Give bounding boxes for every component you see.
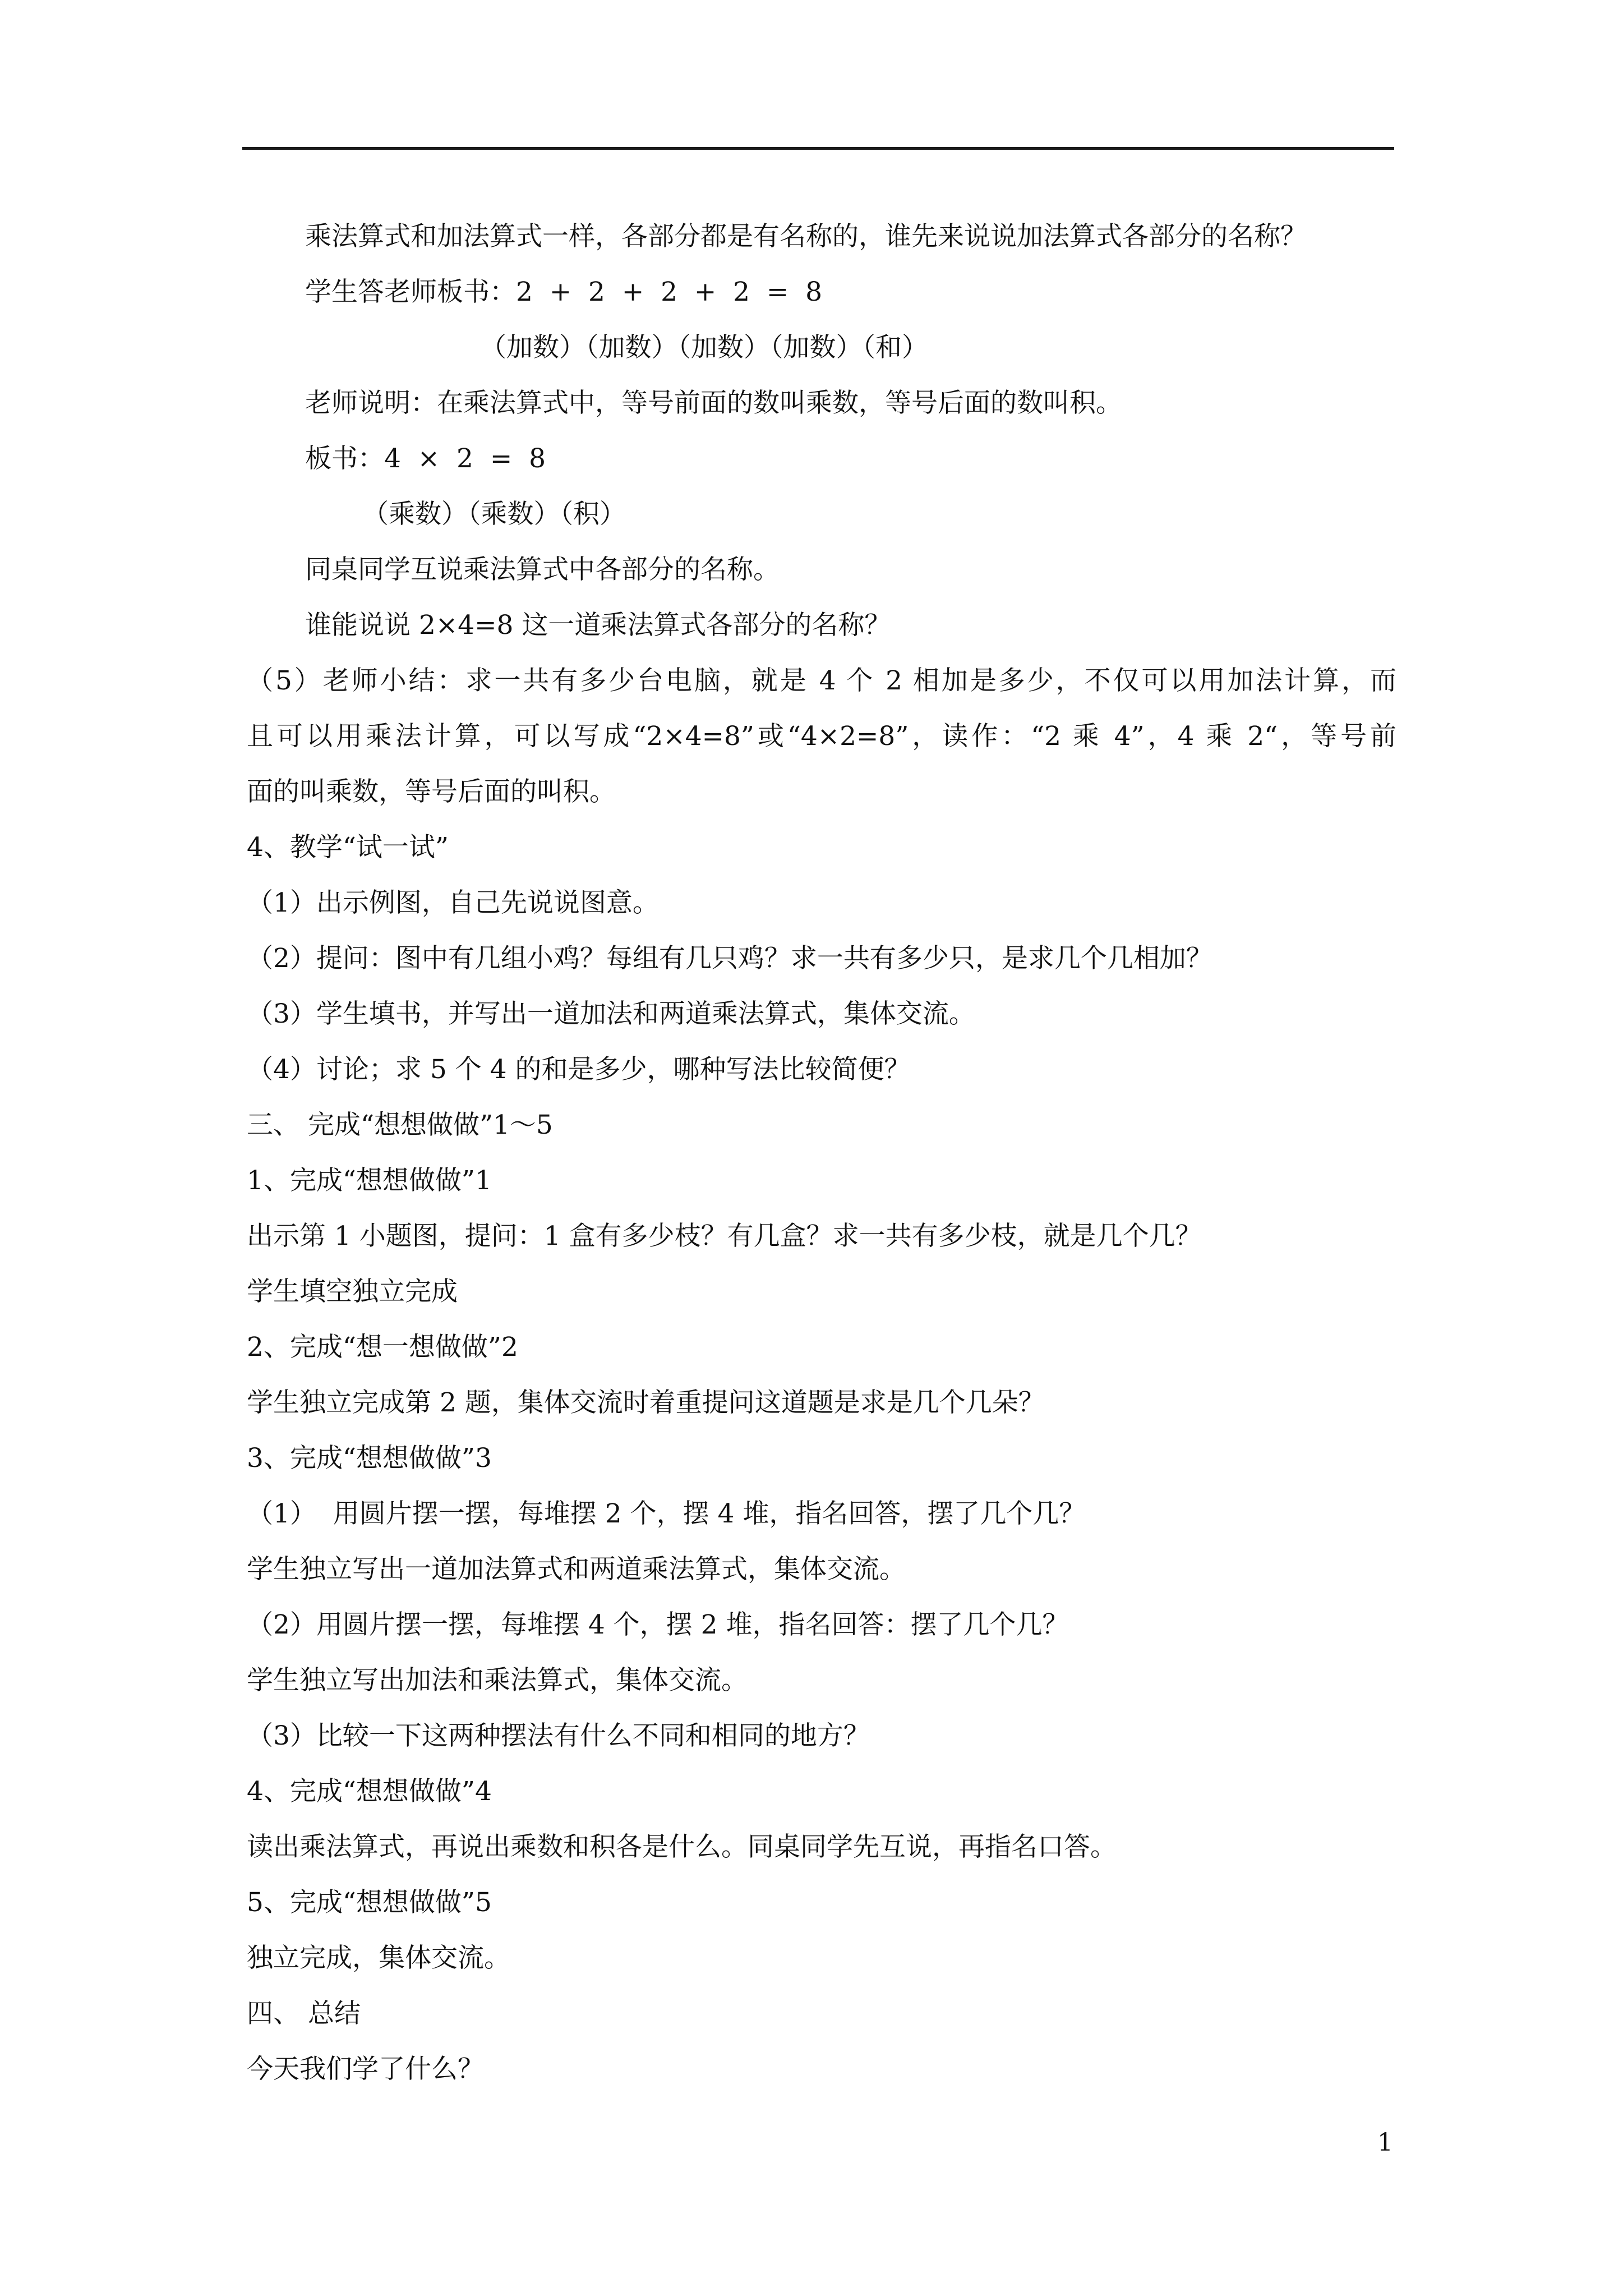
paragraph-line: 谁能说说 2×4=8 这一道乘法算式各部分的名称？ <box>305 610 891 641</box>
paragraph-line: （乘数）（乘数）（积） <box>362 499 626 530</box>
paragraph-line: 5、完成“想想做做”5 <box>247 1887 492 1918</box>
paragraph-line: 出示第 1 小题图，提问：1 盒有多少枝？有几盒？求一共有多少枝，就是几个几？ <box>247 1221 1202 1251</box>
paragraph-line: （1）出示例图，自己先说说图意。 <box>247 887 659 918</box>
paragraph-line: 板书：4 × 2 = 8 <box>305 443 546 474</box>
paragraph-line: 今天我们学了什么？ <box>247 2054 484 2085</box>
paragraph-line: （3）比较一下这两种摆法有什么不同和相同的地方？ <box>247 1720 870 1751</box>
paragraph-line: 读出乘法算式，再说出乘数和积各是什么。同桌同学先互说，再指名口答。 <box>247 1832 1117 1862</box>
paragraph-line: （加数）（加数）（加数）（加数）（和） <box>480 332 928 363</box>
paragraph-line: 乘法算式和加法算式一样，各部分都是有名称的，谁先来说说加法算式各部分的名称？ <box>305 221 1307 252</box>
paragraph-line: 2、完成“想一想做做”2 <box>247 1332 518 1363</box>
paragraph-line: 面的叫乘数，等号后面的叫积。 <box>247 776 616 807</box>
document-body <box>247 209 1396 2097</box>
paragraph-line: 四、 总结 <box>247 1998 361 2029</box>
paragraph-line: （5）老师小结：求一共有多少台电脑，就是 4 个 2 相加是多少，不仅可以用加法计算，而 <box>247 665 1396 696</box>
paragraph-line: 3、完成“想想做做”3 <box>247 1443 492 1474</box>
paragraph-line: 且可以用乘法计算，可以写成“2×4=8”或“4×2=8”，读作：“2 乘 4”，4 乘 2“，等号前 <box>247 721 1396 752</box>
paragraph-line: 学生独立写出加法和乘法算式，集体交流。 <box>247 1665 748 1696</box>
paragraph-line: 独立完成，集体交流。 <box>247 1943 510 1973</box>
paragraph-line: 同桌同学互说乘法算式中各部分的名称。 <box>305 554 780 585</box>
paragraph-line: （3）学生填书，并写出一道加法和两道乘法算式，集体交流。 <box>247 999 975 1029</box>
paragraph-line: 三、 完成“想想做做”1～5 <box>247 1110 553 1140</box>
paragraph-line: 学生填空独立完成 <box>247 1276 458 1307</box>
paragraph-line: （2）用圆片摆一摆，每堆摆 4 个，摆 2 堆，指名回答：摆了几个几？ <box>247 1609 1069 1640</box>
page-number: 1 <box>1377 2128 1393 2157</box>
paragraph-line: 老师说明：在乘法算式中，等号前面的数叫乘数，等号后面的数叫积。 <box>305 388 1122 418</box>
paragraph-line: 学生答老师板书：2 + 2 + 2 + 2 = 8 <box>305 277 823 307</box>
paragraph-line: （4）讨论；求 5 个 4 的和是多少，哪种写法比较简便？ <box>247 1054 911 1085</box>
paragraph-line: 1、完成“想想做做”1 <box>247 1165 492 1196</box>
paragraph-line: 学生独立写出一道加法算式和两道乘法算式，集体交流。 <box>247 1554 906 1585</box>
paragraph-line: 4、教学“试一试” <box>247 832 449 863</box>
paragraph-line: （2）提问：图中有几组小鸡？每组有几只鸡？求一共有多少只，是求几个几相加？ <box>247 943 1212 974</box>
paragraph-line: 4、完成“想想做做”4 <box>247 1776 492 1807</box>
paragraph-line: 学生独立完成第 2 题，集体交流时着重提问这道题是求是几个几朵？ <box>247 1387 1045 1418</box>
header-rule <box>242 147 1394 150</box>
paragraph-line: （1） 用圆片摆一摆，每堆摆 2 个，摆 4 堆，指名回答，摆了几个几？ <box>247 1498 1086 1529</box>
